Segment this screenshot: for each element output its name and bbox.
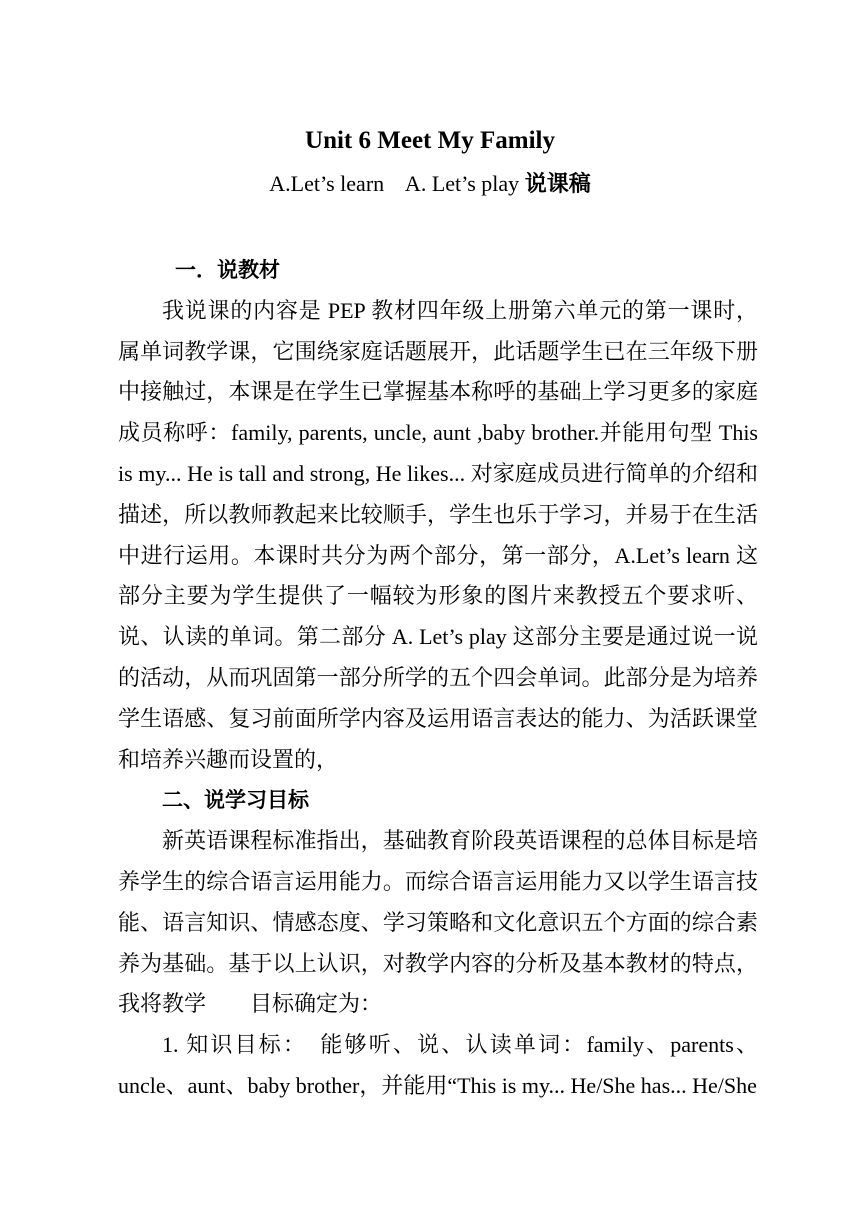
section-paragraph-objectives: 新英语课程标准指出，基础教育阶段英语课程的总体目标是培养学生的综合语言运用能力。而综合语言运用能力又以学生语言技能、语言知识、情感态度、学习策略和文化意识五个方面的综合素养为基础。基于以上认识，对教学内容的分析及基本教材的特点，我将教学 目标确定为： <box>118 828 758 1017</box>
section-heading-textbook: 一．说教材 <box>175 258 280 282</box>
document-subtitle <box>0 168 860 201</box>
section-heading-objectives: 二、说学习目标 <box>162 788 309 813</box>
document-body <box>118 250 758 1107</box>
objective-item-knowledge: 1. 知识目标： 能够听、说、认读单词：family、parents、uncle、aunt、baby brother，并能用“This is my... He/She has... He/She <box>118 1032 758 1098</box>
document-title: Unit 6 Meet My Family <box>305 127 555 154</box>
section-paragraph-textbook: 我说课的内容是 PEP 教材四年级上册第六单元的第一课时，属单词教学课，它围绕家庭话题展开，此话题学生已在三年级下册中接触过，本课是在学生已掌握基本称呼的基础上学习更多的家庭成员称呼：family, parents, uncle, aunt ,baby brother.并能用句型 This is my... He is tall and strong, He likes... 对家庭成员进行简单的介绍和描述，所以教师教起来比较顺手，学生也乐于学习，并易于在生活中进行运用。本课时共分为两个部分，第一部分，A.Let’s learn 这部分主要为学生提供了一幅较为形象的图片来教授五个要求听、说、认读的单词。第二部分 A. Let’s play 这部分主要是通过说一说的活动，从而巩固第一部分所学的五个四会单词。此部分是为培养学生语感、复习前面所学内容及运用语言表达的能力、为活跃课堂和培养兴趣而设置的， <box>118 297 758 772</box>
subtitle-chinese: 说课稿 <box>524 172 591 197</box>
subtitle-english: A.Let’s learn A. Let’s play <box>269 171 525 196</box>
